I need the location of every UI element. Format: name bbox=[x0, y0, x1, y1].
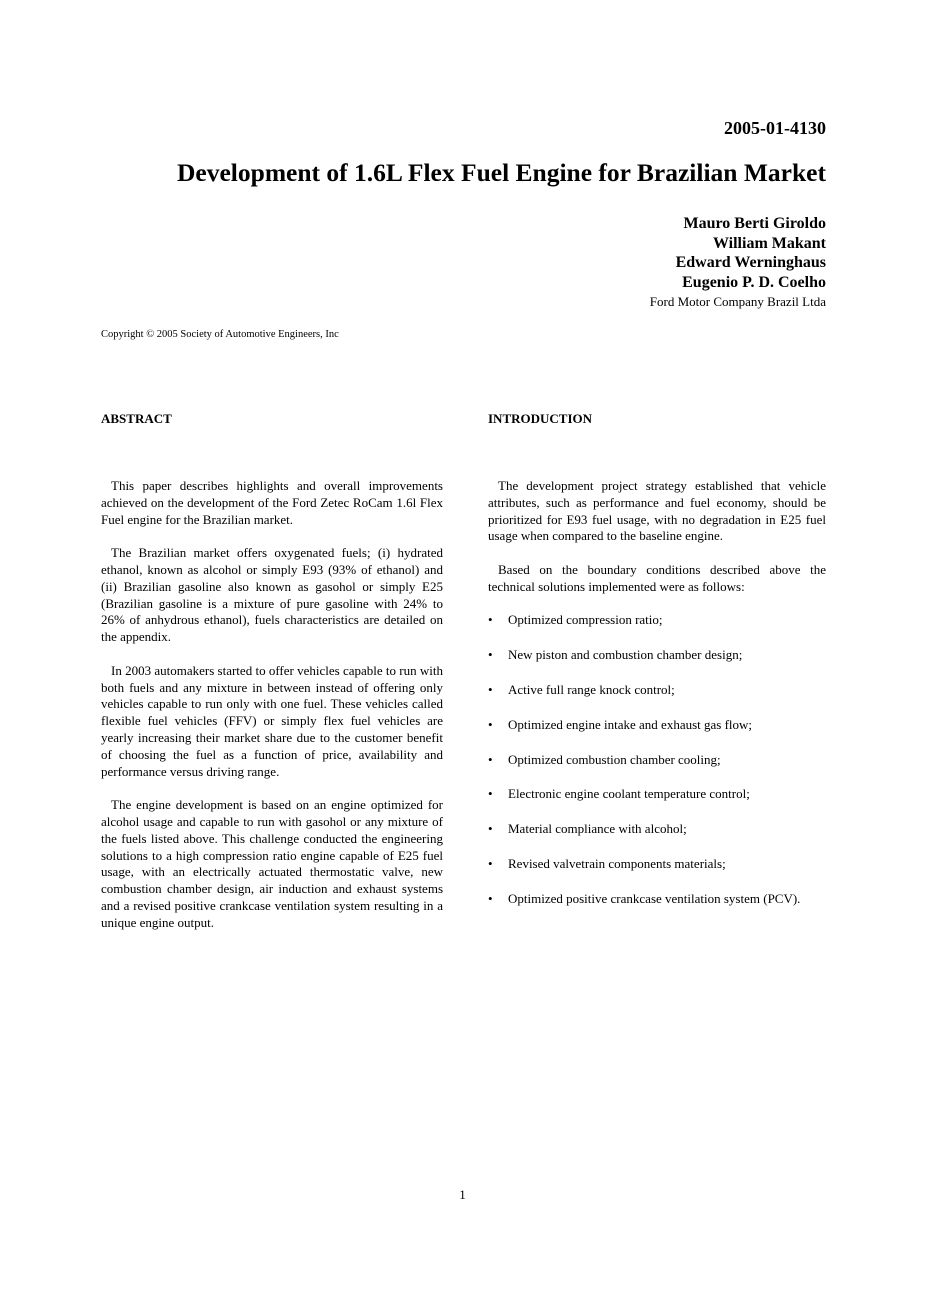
list-item: • Optimized combustion chamber cooling; bbox=[488, 752, 826, 769]
list-item: • Material compliance with alcohol; bbox=[488, 821, 826, 838]
list-item: • Electronic engine coolant temperature control; bbox=[488, 786, 826, 803]
introduction-column bbox=[488, 478, 826, 926]
paper-number: 2005-01-4130 bbox=[724, 118, 826, 138]
introduction-paragraph: The development project strategy established that vehicle attributes, such as performance and fuel economy, should be prioritized for E93 fuel usage, with no degradation in E25 fuel usage when compared to the baseline engine. bbox=[488, 478, 826, 544]
introduction-paragraph: Based on the boundary conditions described above the technical solutions implemented were as follows: bbox=[488, 561, 826, 594]
abstract-paragraph: This paper describes highlights and overall improvements achieved on the development of the Ford Zetec RoCam 1.6l Flex Fuel engine for the Brazilian market. bbox=[101, 478, 443, 527]
list-item: • Optimized positive crankcase ventilation system (PCV). bbox=[488, 891, 826, 908]
author-name: Mauro Berti Giroldo bbox=[683, 215, 826, 232]
list-item: • Revised valvetrain components materials; bbox=[488, 856, 826, 873]
abstract-paragraph: The Brazilian market offers oxygenated fuels; (i) hydrated ethanol, known as alcohol or simply E93 (93% of ethanol) and (ii) Brazilian gasoline also known as gasohol or simply E25 (Brazilian gasoline is a mixture of pure gasoline with 24% to 26% of anhydrous ethanol), fuels characteristics are detailed on the appendix. bbox=[101, 545, 443, 645]
list-item: • Optimized compression ratio; bbox=[488, 612, 826, 629]
paper-title: Development of 1.6L Flex Fuel Engine for Brazilian Market bbox=[177, 158, 826, 187]
author-name: Edward Werninghaus bbox=[675, 254, 826, 272]
solutions-list bbox=[488, 612, 826, 907]
introduction-heading: INTRODUCTION bbox=[488, 411, 593, 426]
page-number: 1 bbox=[459, 1187, 466, 1202]
abstract-paragraph: The engine development is based on an engine optimized for alcohol usage and capable to run with gasohol or any mixture of the fuels listed above. This challenge conducted the engineering solutions to a high compression ratio engine capable of E25 fuel usage, with an electrically actuated thermostatic valve, new combustion chamber design, air induction and exhaust systems and a revised positive crankcase ventilation system resulting in a unique engine output. bbox=[101, 797, 443, 930]
copyright-notice: Copyright © 2005 Society of Automotive Engineers, Inc bbox=[101, 329, 339, 340]
abstract-heading: ABSTRACT bbox=[101, 411, 172, 426]
author-block bbox=[650, 214, 826, 311]
author-name: William Makant bbox=[712, 234, 826, 252]
abstract-paragraph: In 2003 automakers started to offer vehicles capable to run with both fuels and any mixture in between instead of offering only vehicles capable to run only with one fuel. These vehicles called flexible fuel vehicles (FFV) or simply flex fuel vehicles are yearly increasing their market share due to the customer benefit of choosing the fuel as a function of price, availability and performance versus driving range. bbox=[101, 662, 443, 779]
list-item: • New piston and combustion chamber design; bbox=[488, 647, 826, 664]
author-name: Eugenio P. D. Coelho bbox=[682, 274, 826, 292]
list-item: • Optimized engine intake and exhaust gas flow; bbox=[488, 717, 826, 734]
affiliation: Ford Motor Company Brazil Ltda bbox=[649, 293, 826, 309]
abstract-column bbox=[101, 478, 443, 948]
list-item: • Active full range knock control; bbox=[488, 682, 826, 699]
